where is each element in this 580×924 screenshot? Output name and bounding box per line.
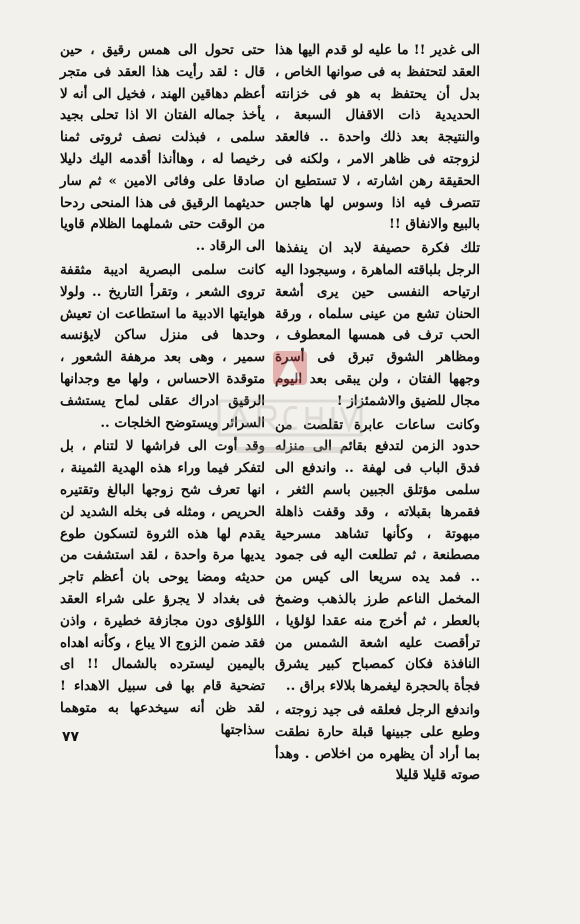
left-paragraph-3: وقد أوت الى فراشها لا لتنام ، بل لتفكر فيما وراء هذه الهدية الثمينة ، انها تعرف شح زوجها البالغ وتقتيره الحريص ، ومثله فى بخله الشديد لن يقدم لها هذه الثروة لتسكون طوع يديها مرة واحدة ، لقد استشفت من حديثه ومضا يوحى بان أعظم تاجر فى بغداد لا يجرؤ على شراء العقد اللؤلؤى دون مجازفة خطيرة ، واذن فقد ضمن الزوج الا يباع ، وكأنه اهداه باليمين ليسترده بالشمال !! اى تضحية قام بها فى سبيل الاهداء ! لقد ظن أنه سيخدعها به متوهما سذاجتها [60, 438, 265, 738]
left-paragraph-2: كانت سلمى البصرية اديبة مثقفة تروى الشعر ، وتقرأ التاريخ .. ولولا هوايتها الادبية ما استطاعت ان تعيش وحدها فى منزل ساكن لايؤنسه سمير ، وهى بعد مرهفة الشعور ، متوقدة الاحساس ، ولها مع وجدانها الرقيق ادراك عقلى لماح يستشف السرائر ويستوضح الخلجات .. [60, 261, 265, 431]
left-paragraph-1: حتى تحول الى همس رقيق ، حين قال : لقد رأيت هذا العقد فى متجر أعظم دهاقين الهند ، فخيل الى أنه لا يأخذ جماله الفتان الا اذا تحلى بجيد سلمى ، فبذلت نصف ثروتى ثمنا رخيصا له ، وهاأنذا أقدمه اليك دليلا صادقا على وفائى الامين » ثم سار حديثهما الرقيق فى هذا المنحى ردحا من الوقت حتى شملهما الظلام قاويا الى الرقاد .. [60, 42, 265, 255]
right-paragraph-2: تلك فكرة حصيفة لابد ان ينفذها الرجل بلباقته الماهرة ، وسيجودا اليه ارتياحه النفسى حين يرى أشعة الحنان تشع من عينى سلماه ، ورقة الحب ترف فى همسها المعطوف ، ومظاهر الشوق تبرق فى أسرة وجهها الفتان ، ولن يبقى بعد اليوم مجال للضيق والاشمئزاز ! [275, 240, 480, 409]
right-paragraph-1: الى غدير !! ما عليه لو قدم اليها هذا العقد لتحتفظ به فى صوانها الخاص ، بدل أن يحتفظ به هو فى خزانته الحديدية ذات الاقفال السبعة ، والنتيجة بعد ذلك واحدة .. فالعقد لزوجته فى ظاهر الامر ، ولكنه فى الحقيقة رهن اشارته ، لا تستطيع ان تتصرف فيه اذا وسوس لها هاجس بالبيع والانفاق !! [275, 42, 480, 233]
right-paragraph-3: وكانت ساعات عابرة تقلصت من حدود الزمن لتدفع بقائم الى منزله فدق الباب فى لهفة .. واندفع الى سلمى مؤتلق الجبين باسم الثغر ، فقمرها بقبلاته ، وقد وقفت ذاهلة مبهوتة ، وكأنها تشاهد مسرحية مصطنعة ، ثم تطلعت اليه فى جمود .. فمد يده سريعا الى كيس من المخمل الناعم طرز بالذهب وضمخ بالعطر ، ثم أخرج منه عقدا لؤلؤيا ، ترأقصت عليه اشعة الشمس من النافذة فكان كمصباح كبير يشرق فجأة بالحجرة ليغمرها بلالاء براق .. [275, 416, 480, 695]
left-text-column [60, 40, 265, 787]
right-paragraph-4: واندفع الرجل فعلقه فى جيد زوجته ، وطبع على جبينها قبلة حارة نطقت بما أراد أن يظهره من اخلاص . وهدأ صوته قليلا قليلا [275, 701, 480, 784]
right-text-column [275, 40, 480, 787]
page-number: ٧٧ [62, 729, 80, 745]
text-columns [60, 40, 480, 787]
